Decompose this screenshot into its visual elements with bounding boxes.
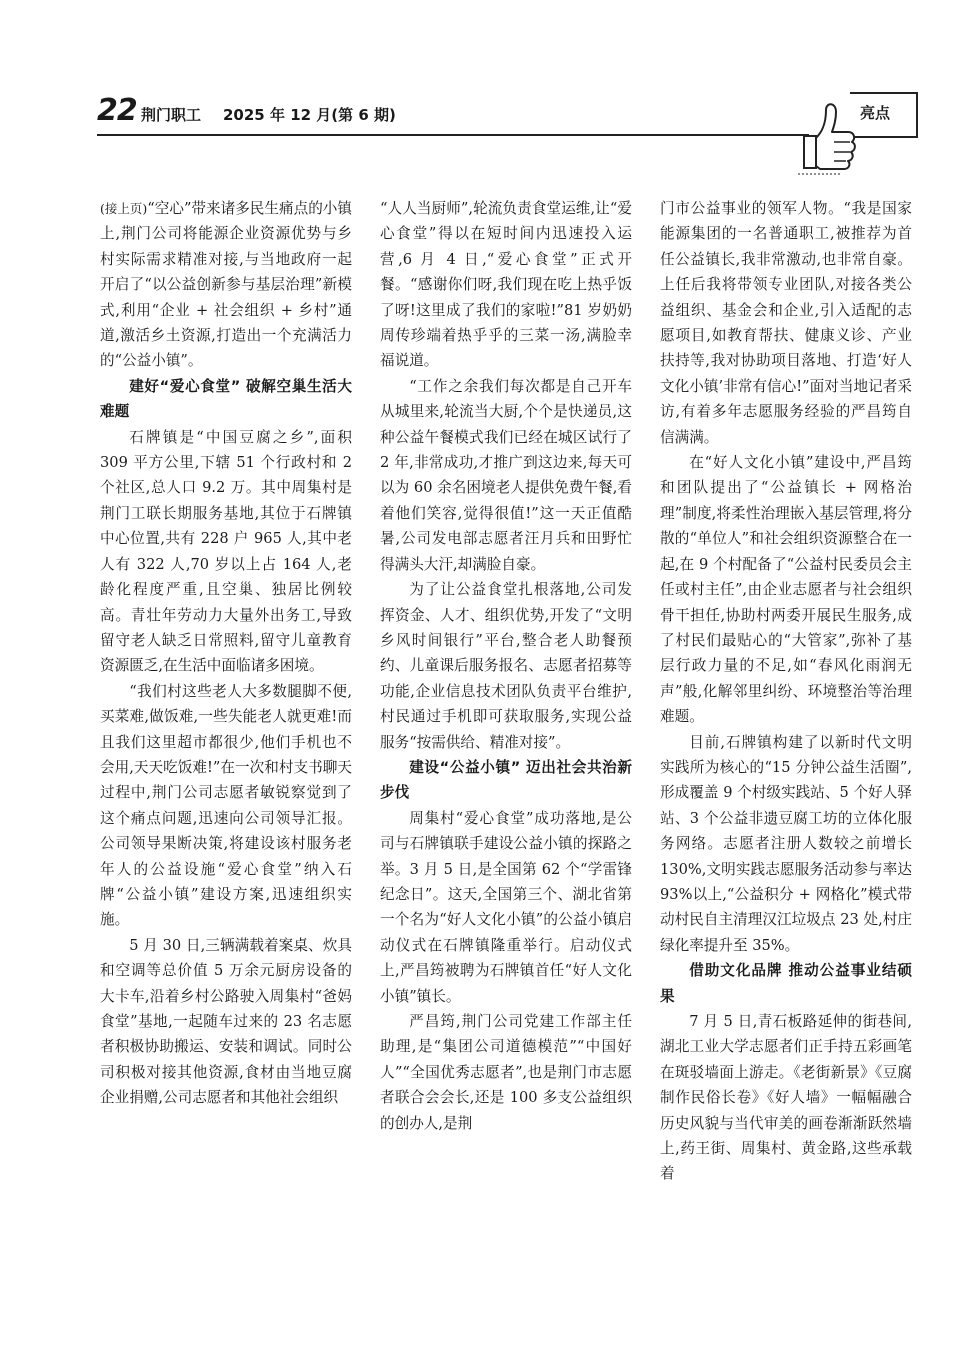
page-header: [97, 93, 809, 136]
article-column-1: [100, 196, 352, 1111]
thumbs-up-icon: [790, 92, 860, 176]
section-label: 亮点: [860, 104, 891, 122]
paragraph-text: “空心”带来诸多民生痛点的小镇上,荆门公司将能源企业资源优势与乡村实际需求精准对接,与当地政府一起开启了“以公益创新参与基层治理”新模式,利用“企业 + 社会组织 + 乡村”通道,激活乡土资源,打造出一个充满活力的“公益小镇”。: [100, 200, 352, 370]
page-number: 22: [97, 93, 137, 128]
paragraph: “工作之余我们每次都是自己开车从城里来,轮流当大厨,个个是快递员,这种公益午餐模式我们已经在城区试行了 2 年,非常成功,才推广到这边来,每天可以为 60 余名困境老人提供免费午餐,看着他们笑容,觉得很值!”这一天正值酷暑,公司发电部志愿者汪月兵和田野忙得满头大汗,却满脸自豪。: [380, 377, 632, 573]
paragraph: “人人当厨师”,轮流负责食堂运维,让“爱心食堂”得以在短时间内迅速投入运营,6 月 4 日,“爱心食堂”正式开餐。“感谢你们呀,我们现在吃上热乎饭了呀!这里成了我们的家啦!”81 岁奶奶周传珍端着热乎乎的三菜一汤,满脸幸福说道。: [380, 200, 632, 370]
paragraph: [100, 196, 352, 374]
paragraph: 周集村“爱心食堂”成功落地,是公司与石牌镇联手建设公益小镇的探路之举。3 月 5 日,是全国第 62 个“学雷锋纪念日”。这天,全国第三个、湖北省第一个名为“好人文化小镇”的公益小镇启动仪式在石牌镇隆重举行。启动仪式上,严昌筠被聘为石牌镇首任“好人文化小镇”镇长。: [380, 809, 632, 1005]
continued-tag: (接上页): [100, 201, 148, 216]
article-column-2: [380, 196, 632, 1136]
paragraph: 5 月 30 日,三辆满载着案桌、炊具和空调等总价值 5 万余元厨房设备的大卡车,沿着乡村公路驶入周集村“爸妈食堂”基地,一起随车过来的 23 名志愿者积极协助搬运、安装和调试。同时公司积极对接其他资源,食材由当地豆腐企业捐赠,公司志愿者和其他社会组织: [100, 936, 352, 1107]
journal-name: 荆门职工: [141, 106, 202, 124]
paragraph: “我们村这些老人大多数腿脚不便,买菜难,做饭难,一些失能老人就更难!而且我们这里超市都很少,他们手机也不会用,天天吃饭难!”在一次和村支书聊天过程中,荆门公司志愿者敏锐察觉到了这个痛点问题,迅速向公司领导汇报。公司领导果断决策,将建设该村服务老年人的公益设施“爱心食堂”纳入石牌“公益小镇”建设方案,迅速组织实施。: [100, 682, 352, 929]
section-badge: [790, 92, 918, 176]
paragraph: 为了让公益食堂扎根落地,公司发挥资金、人才、组织优势,开发了“文明乡风时间银行”平台,整合老人助餐预约、儿童课后服务报名、志愿者招募等功能,企业信息技术团队负责平台维护,村民通过手机即可获取服务,实现公益服务“按需供给、精准对接”。: [380, 581, 632, 751]
section-heading: 建好“爱心食堂” 破解空巢生活大难题: [100, 377, 352, 421]
paragraph: 严昌筠,荆门公司党建工作部主任助理,是“集团公司道德模范”“中国好人”“全国优秀志愿者”,也是荆门市志愿者联合会会长,还是 100 多支公益组织的创办人,是荆: [380, 1013, 632, 1132]
paragraph: 7 月 5 日,青石板路延伸的街巷间,湖北工业大学志愿者们正手持五彩画笔在斑驳墙面上游走。《老街新景》《豆腐制作民俗长卷》《好人墙》一幅幅融合历史风貌与当代审美的画卷渐渐跃然墙上,药王街、周集村、黄金路,这些承载着: [660, 1013, 912, 1183]
paragraph: 目前,石牌镇构建了以新时代文明实践所为核心的“15 分钟公益生活圈”,形成覆盖 9 个村级实践站、5 个好人驿站、3 个公益非遗豆腐工坊的立体化服务网络。志愿者注册人数较之前增长 130%,文明实践志愿服务活动参与率达 93%以上,“公益积分 + 网格化”模式带动村民自主清理汉江垃圾点 23 处,村庄绿化率提升至 35%。: [660, 733, 912, 954]
section-heading: 建设“公益小镇” 迈出社会共治新步伐: [380, 758, 632, 802]
paragraph: 门市公益事业的领军人物。“我是国家能源集团的一名普通职工,被推荐为首任公益镇长,我非常激动,也非常自豪。上任后我将带领专业团队,对接各类公益组织、基金会和企业,引入适配的志愿项目,如教育帮扶、健康义诊、产业扶持等,我对协助项目落地、打造‘好人文化小镇’非常有信心!”面对当地记者采访,有着多年志愿服务经验的严昌筠自信满满。: [660, 200, 912, 446]
issue-date: 2025 年 12 月(第 6 期): [223, 106, 396, 124]
paragraph: 在“好人文化小镇”建设中,严昌筠和团队提出了“公益镇长 + 网格治理”制度,将柔性治理嵌入基层管理,将分散的“单位人”和社会组织资源整合在一起,在 9 个村配备了“公益村民委员会主任或村主任”,由企业志愿者与社会组织骨干担任,协助村两委开展民生服务,成了村民们最贴心的“大管家”,弥补了基层行政力量的不足,如“春风化雨润无声”般,化解邻里纠纷、环境整治等治理难题。: [660, 454, 912, 726]
section-heading: 借助文化品牌 推动公益事业结硕果: [660, 962, 912, 1005]
header-rule: [97, 134, 809, 136]
article-column-3: [660, 196, 912, 1187]
paragraph: 石牌镇是“中国豆腐之乡”,面积 309 平方公里,下辖 51 个行政村和 2 个社区,总人口 9.2 万。其中周集村是荆门工联长期服务基地,其位于石牌镇中心位置,共有 228 户 965 人,其中老人有 322 人,70 岁以上占 164 人,老龄化程度严重,且空巢、独居比例较高。青壮年劳动力大量外出务工,导致留守老人缺乏日常照料,留守儿童教育资源匮乏,在生活中面临诸多困境。: [100, 428, 352, 675]
